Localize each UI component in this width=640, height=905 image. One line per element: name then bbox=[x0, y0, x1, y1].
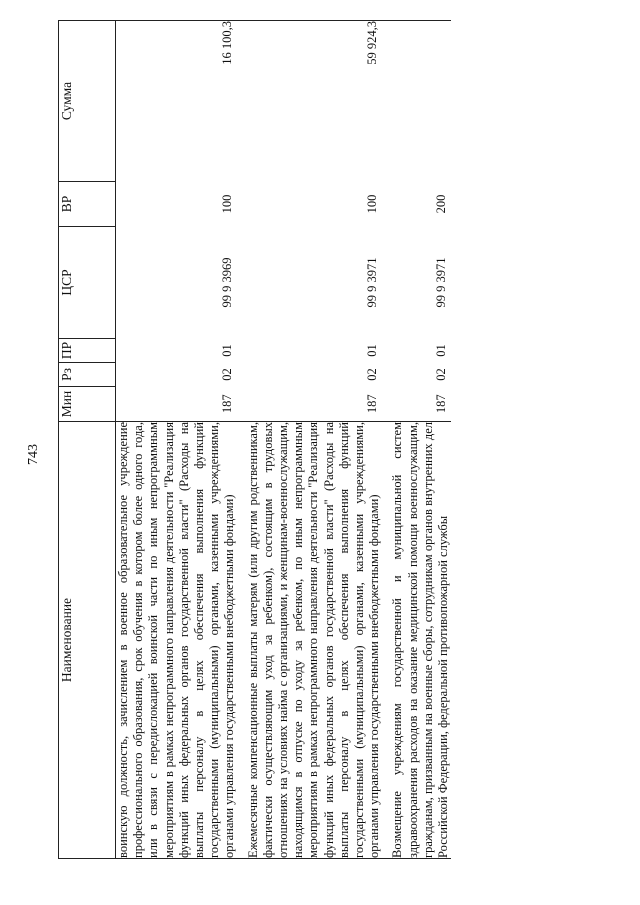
table-header bbox=[59, 21, 116, 859]
row-vr: 100 bbox=[365, 194, 380, 214]
row-pr: 01 bbox=[220, 344, 235, 357]
row-csr: 99 9 3969 bbox=[220, 257, 235, 308]
table-row bbox=[390, 21, 451, 859]
row-pr: 01 bbox=[434, 344, 449, 357]
header-pr: ПР bbox=[59, 339, 116, 363]
row-pr: 01 bbox=[365, 344, 380, 357]
header-min: Мин bbox=[59, 387, 116, 422]
row-min: 187 bbox=[365, 394, 380, 414]
header-vr: ВР bbox=[59, 182, 116, 227]
budget-table bbox=[58, 20, 451, 859]
row-name: Возмещение учреждениям государственной и муниципальной систем здравоохранения расходов на оказание медицинской помощи военнослужащим, гражданам, призванным на военные сборы, сотрудникам органов внутренних дел Российской Федерации, федеральной противопожарной службы bbox=[390, 422, 451, 858]
row-rz: 02 bbox=[365, 368, 380, 381]
row-min: 187 bbox=[434, 394, 449, 414]
table-row bbox=[246, 21, 383, 859]
header-sum: Сумма bbox=[59, 21, 116, 182]
row-name: воинскую должность, зачислением в военное образовательное учреждение профессионального образования, срок обучения в котором более одного года, или в связи с передислокацией воинской части по иным непрограммным мероприятиям в рамках непрограммного направления деятельности "Реализация функций иных федеральных органов государственной власти" (Расходы на выплаты персоналу в целях обеспечения выполнения функций государственными (муниципальными) органами, казенными учреждениями, органами управления государственными внебюджетными фондами) bbox=[116, 422, 237, 858]
row-min: 187 bbox=[220, 394, 235, 414]
row-rz: 02 bbox=[434, 368, 449, 381]
header-rz: Рз bbox=[59, 363, 116, 387]
row-name: Ежемесячные компенсационные выплаты матерям (или другим родственникам, фактически осуществляющим уход за ребенком), состоящим в трудовых отношениях на условиях найма с организациями, и женщинам-военнослужащим, находящимся в отпуске по уходу за ребенком, по иным непрограммным мероприятиям в рамках непрограммного направления деятельности "Реализация функций иных федеральных органов государственной власти" (Расходы на выплаты персоналу в целях обеспечения выполнения функций государственными (муниципальными) органами, казенными учреждениями, органами управления государственными внебюджетными фондами) bbox=[245, 422, 382, 858]
header-name: Наименование bbox=[59, 422, 116, 859]
table-row bbox=[116, 21, 238, 859]
row-sum bbox=[390, 21, 451, 182]
header-csr: ЦСР bbox=[59, 227, 116, 339]
row-csr: 99 9 3971 bbox=[365, 257, 380, 308]
row-vr: 200 bbox=[434, 194, 449, 214]
page-number: 743 bbox=[26, 444, 41, 465]
row-rz: 02 bbox=[220, 368, 235, 381]
row-sum: 16 100,3 bbox=[116, 21, 238, 182]
row-sum: 59 924,3 bbox=[246, 21, 383, 182]
row-csr: 99 9 3971 bbox=[434, 257, 449, 308]
row-vr: 100 bbox=[220, 194, 235, 214]
